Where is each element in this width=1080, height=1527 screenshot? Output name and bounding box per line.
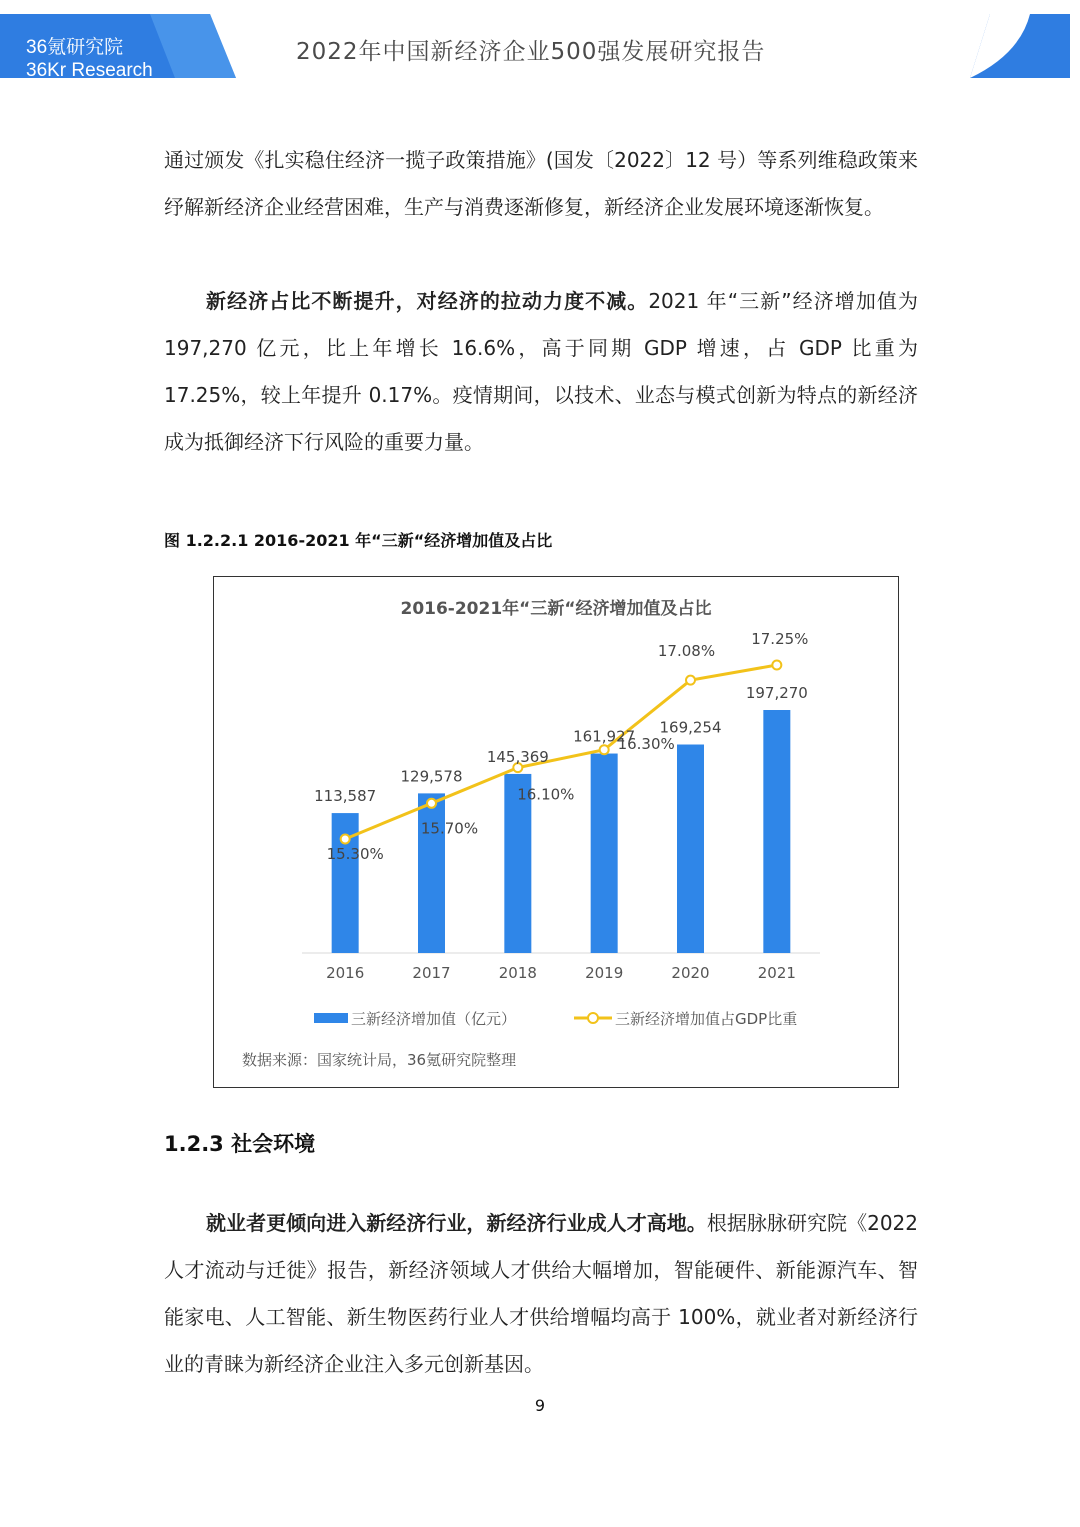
figure-caption: 图 1.2.2.1 2016-2021 年“三新“经济增加值及占比 xyxy=(164,531,553,550)
chart-legend xyxy=(314,1010,797,1028)
paragraph-3-lead: 就业者更倾向进入新经济行业，新经济行业成人才高地。 xyxy=(206,1211,707,1235)
line-value-label: 15.70% xyxy=(420,819,479,838)
bar-2021 xyxy=(763,710,790,953)
x-tick-label: 2016 xyxy=(326,964,365,982)
paragraph-2-lead: 新经济占比不断提升，对经济的拉动力度不减。 xyxy=(206,289,649,313)
report-title: 2022年中国新经济企业500强发展研究报告 xyxy=(296,39,766,65)
legend-line-label: 三新经济增加值占GDP比重 xyxy=(615,1010,798,1028)
x-tick-label: 2020 xyxy=(671,964,710,982)
x-tick-label: 2021 xyxy=(757,964,796,982)
page-header xyxy=(0,0,1080,80)
line-value-label: 15.30% xyxy=(326,845,384,863)
chart-frame xyxy=(213,576,899,1088)
body-paragraph-3 xyxy=(164,1200,918,1388)
line-point-2021 xyxy=(772,661,781,670)
bar-value-label: 145,369 xyxy=(486,747,549,766)
line-value-label: 17.08% xyxy=(657,642,716,661)
header-decoration xyxy=(970,14,1080,78)
bar-2019 xyxy=(591,754,618,953)
bar-value-label: 169,254 xyxy=(659,718,722,737)
line-value-label: 16.30% xyxy=(617,734,675,753)
brand-name-en: 36Kr Research xyxy=(26,60,153,81)
bars-layer xyxy=(332,710,791,953)
line-point-2019 xyxy=(600,745,609,754)
line-value-label: 17.25% xyxy=(751,630,809,648)
line-point-2017 xyxy=(427,799,436,808)
legend-bar-swatch xyxy=(314,1013,348,1023)
bar-2020 xyxy=(677,745,704,953)
chart-source: 数据来源：国家统计局，36氪研究院整理 xyxy=(242,1051,517,1069)
line-layer xyxy=(341,661,782,844)
x-tick-label: 2019 xyxy=(585,964,624,982)
chart-title: 2016-2021年“三新“经济增加值及占比 xyxy=(400,599,712,619)
brand-name-cn: 36氪研究院 xyxy=(26,37,124,58)
gdp-share-line xyxy=(345,665,777,839)
line-value-label: 16.10% xyxy=(517,785,575,804)
x-tick-label: 2018 xyxy=(498,964,537,982)
combo-chart xyxy=(214,577,898,1087)
paragraph-2-body: 2021 年“三新”经济增加值为 197,270 亿元，比上年增长 16.6%，高于同期 GDP 增速，占 GDP 比重为 17.25%，较上年提升 0.17%。疫情期间，以技术、业态与模式创新为特点的新经济成为抵御经济下行风险的重要力量。 xyxy=(164,289,918,454)
bar-value-label: 197,270 xyxy=(745,684,808,702)
labels-layer xyxy=(314,630,808,863)
legend-line-marker xyxy=(588,1013,598,1023)
x-tick-label: 2017 xyxy=(412,964,451,982)
paragraph-3-body: 根据脉脉研究院《2022 人才流动与迁徙》报告，新经济领域人才供给大幅增加，智能硬件、新能源汽车、智能家电、人工智能、新生物医药行业人才供给增幅均高于 100%，就业者对新经济行业的青睐为新经济企业注入多元创新基因。 xyxy=(164,1211,919,1376)
brand-logo-text xyxy=(26,36,153,82)
body-paragraph-2 xyxy=(164,278,918,466)
brand-banner xyxy=(0,14,236,81)
legend-bar-label: 三新经济增加值（亿元） xyxy=(351,1010,517,1028)
bar-2017 xyxy=(418,793,445,953)
bar-value-label: 161,927 xyxy=(573,727,636,746)
line-point-2016 xyxy=(341,835,350,844)
bar-value-label: 113,587 xyxy=(314,787,377,806)
x-tick-labels xyxy=(326,964,796,982)
page-number: 9 xyxy=(534,1396,546,1415)
line-point-2020 xyxy=(686,676,695,685)
body-paragraph-1: 通过颁发《扎实稳住经济一揽子政策措施》(国发〔2022〕12 号）等系列维稳政策来纾解新经济企业经营困难，生产与消费逐渐修复，新经济企业发展环境逐渐恢复。 xyxy=(164,148,918,219)
bar-value-label: 129,578 xyxy=(400,767,463,786)
section-heading: 1.2.3 社会环境 xyxy=(164,1132,316,1156)
